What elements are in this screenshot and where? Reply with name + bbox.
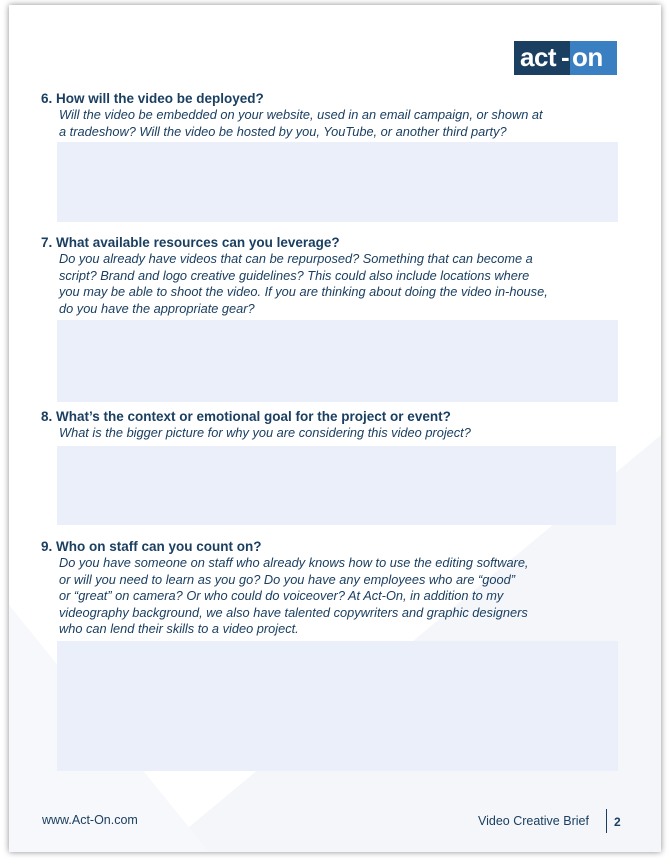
logo-text-act: act bbox=[520, 42, 557, 72]
logo-dash: - bbox=[561, 42, 570, 72]
question-8 bbox=[41, 409, 621, 442]
description-line: or “great” on camera? Or who could do voiceover? At Act-On, in addition to my bbox=[59, 588, 504, 603]
question-number: 8. bbox=[41, 409, 53, 424]
description-line: you may be able to shoot the video. If you are thinking about doing the video in-house, bbox=[59, 284, 548, 299]
question-number: 6. bbox=[41, 91, 53, 106]
question-description bbox=[59, 107, 579, 140]
answer-field-6[interactable] bbox=[57, 142, 618, 222]
question-heading: Who on staff can you count on? bbox=[56, 539, 262, 554]
description-line: who can lend their skills to a video project. bbox=[59, 621, 299, 636]
question-9 bbox=[41, 539, 621, 638]
description-line: do you have the appropriate gear? bbox=[59, 300, 255, 316]
question-heading: What available resources can you leverage? bbox=[56, 235, 340, 250]
answer-field-9[interactable] bbox=[57, 641, 618, 771]
description-line: What is the bigger picture for why you are considering this video project? bbox=[59, 425, 471, 440]
question-description bbox=[59, 251, 579, 317]
footer-divider bbox=[606, 809, 607, 833]
question-title bbox=[41, 91, 621, 107]
answer-field-7[interactable] bbox=[57, 320, 618, 402]
description-line: a tradeshow? Will the video be hosted by you, YouTube, or another third party? bbox=[59, 123, 507, 139]
description-line: Do you already have videos that can be repurposed? Something that can become a bbox=[59, 251, 533, 266]
act-on-logo bbox=[514, 41, 617, 75]
question-number: 7. bbox=[41, 235, 53, 250]
description-line: or will you need to learn as you go? Do you have any employees who are “good” bbox=[59, 571, 515, 587]
question-description bbox=[59, 425, 579, 442]
description-line: Do you have someone on staff who already knows how to use the editing software, bbox=[59, 555, 529, 570]
page-number: 2 bbox=[614, 815, 621, 829]
question-heading: What’s the context or emotional goal for the project or event? bbox=[56, 409, 451, 424]
document-page bbox=[9, 5, 661, 852]
footer-doc-title: Video Creative Brief bbox=[478, 814, 589, 828]
footer-website[interactable]: www.Act-On.com bbox=[42, 813, 138, 827]
question-title bbox=[41, 539, 621, 555]
question-6 bbox=[41, 91, 621, 140]
answer-field-8[interactable] bbox=[57, 446, 616, 525]
question-7 bbox=[41, 235, 621, 317]
question-description bbox=[59, 555, 579, 638]
description-line: Will the video be embedded on your website, used in an email campaign, or shown at bbox=[59, 107, 543, 122]
question-heading: How will the video be deployed? bbox=[56, 91, 264, 106]
question-title bbox=[41, 409, 621, 425]
question-title bbox=[41, 235, 621, 251]
logo-text-on: on bbox=[572, 42, 603, 72]
question-number: 9. bbox=[41, 539, 53, 554]
description-line: script? Brand and logo creative guidelines? This could also include locations where bbox=[59, 267, 530, 283]
description-line: videography background, we also have talented copywriters and graphic designers bbox=[59, 604, 528, 620]
